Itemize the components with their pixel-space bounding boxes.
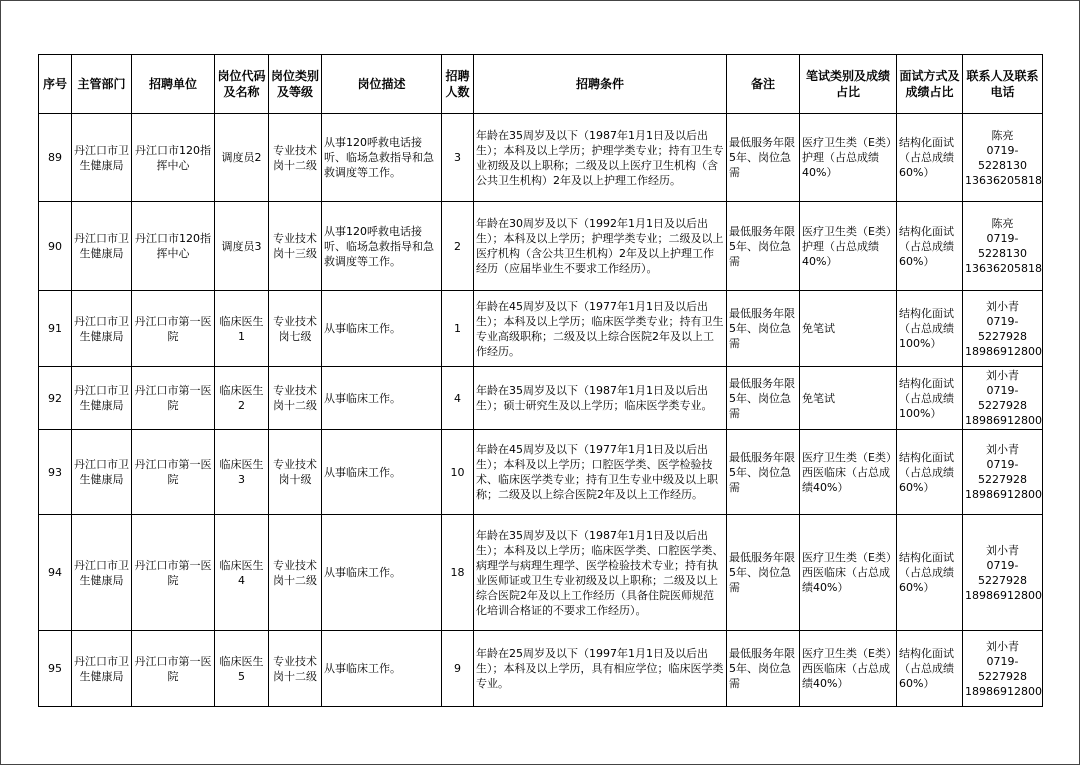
cell-position: 临床医生1 xyxy=(215,291,269,367)
header-cell-contact: 联系人及联系电话 xyxy=(963,55,1043,114)
cell-position: 临床医生4 xyxy=(215,515,269,631)
cell-remark: 最低服务年限5年、岗位急需 xyxy=(727,114,800,202)
contact-name: 刘小青 xyxy=(986,639,1019,653)
cell-unit: 丹江口市第一医院 xyxy=(132,430,215,515)
contact-mobile: 18986912800 xyxy=(965,488,1042,501)
cell-category: 专业技术岗七级 xyxy=(269,291,322,367)
contact-name: 陈亮 xyxy=(991,128,1014,142)
table-row xyxy=(39,114,1043,202)
cell-remark: 最低服务年限5年、岗位急需 xyxy=(727,202,800,291)
cell-position: 临床医生2 xyxy=(215,367,269,430)
header-cell-category: 岗位类别及等级 xyxy=(269,55,322,114)
cell-conditions: 年龄在35周岁及以下（1987年1月1日及以后出生）；本科及以上学历；护理学类专业；持有卫生专业初级及以上职称；二级及以上医疗卫生机构（含公共卫生机构）2年及以上护理工作经历。 xyxy=(474,114,727,202)
contact-phone: 0719-5227928 xyxy=(978,558,1027,587)
contact-mobile: 13636205818 xyxy=(965,173,1042,187)
contact-mobile: 18986912800 xyxy=(965,588,1042,602)
contact-phone: 0719-5227928 xyxy=(978,458,1027,486)
recruitment-table xyxy=(38,54,1043,707)
cell-count: 2 xyxy=(442,202,474,291)
cell-dept: 丹江口市卫生健康局 xyxy=(72,515,132,631)
table-row xyxy=(39,631,1043,707)
cell-written-exam: 医疗卫生类（E类）护理（占总成绩40%） xyxy=(800,202,897,291)
cell-no: 95 xyxy=(39,631,72,707)
cell-contact xyxy=(963,367,1043,430)
contact-phone: 0719-5228130 xyxy=(978,232,1027,260)
cell-interview: 结构化面试（占总成绩60%） xyxy=(897,114,963,202)
contact-name: 刘小青 xyxy=(986,443,1019,456)
cell-category: 专业技术岗十三级 xyxy=(269,202,322,291)
contact-mobile: 13636205818 xyxy=(965,262,1042,275)
header-row xyxy=(39,55,1043,114)
cell-description: 从事临床工作。 xyxy=(322,367,442,430)
cell-dept: 丹江口市卫生健康局 xyxy=(72,367,132,430)
cell-written-exam: 医疗卫生类（E类）西医临床（占总成绩40%） xyxy=(800,430,897,515)
cell-no: 90 xyxy=(39,202,72,291)
cell-remark: 最低服务年限5年、岗位急需 xyxy=(727,515,800,631)
cell-unit: 丹江口市120指挥中心 xyxy=(132,202,215,291)
cell-interview: 结构化面试（占总成绩60%） xyxy=(897,430,963,515)
cell-conditions: 年龄在35周岁及以下（1987年1月1日及以后出生）；本科及以上学历；临床医学类、口腔医学类、病理学与病理生理学、医学检验技术专业；持有执业医师证或卫生专业初级及以上职称；二级及以上综合医院2年及以上工作经历（具备住院医师规范化培训合格证的不要求工作经历）。 xyxy=(474,515,727,631)
contact-phone: 0719-5228130 xyxy=(978,143,1027,172)
cell-category: 专业技术岗十二级 xyxy=(269,114,322,202)
cell-description: 从事120呼救电话接听、临场急救指导和急救调度等工作。 xyxy=(322,114,442,202)
header-cell-position: 岗位代码及名称 xyxy=(215,55,269,114)
cell-unit: 丹江口市第一医院 xyxy=(132,515,215,631)
cell-conditions: 年龄在30周岁及以下（1992年1月1日及以后出生）；本科及以上学历；护理学类专业；二级及以上医疗机构（含公共卫生机构）2年及以上护理工作经历（应届毕业生不要求工作经历）。 xyxy=(474,202,727,291)
cell-count: 9 xyxy=(442,631,474,707)
header-cell-dept: 主管部门 xyxy=(72,55,132,114)
cell-position: 临床医生5 xyxy=(215,631,269,707)
table-header xyxy=(39,55,1043,114)
header-cell-written-exam: 笔试类别及成绩占比 xyxy=(800,55,897,114)
cell-conditions: 年龄在45周岁及以下（1977年1月1日及以后出生）；本科及以上学历；临床医学类专业；持有卫生专业高级职称；二级及以上综合医院2年及以上工作经历。 xyxy=(474,291,727,367)
cell-category: 专业技术岗十二级 xyxy=(269,515,322,631)
cell-written-exam: 医疗卫生类（E类）西医临床（占总成绩40%） xyxy=(800,515,897,631)
cell-no: 92 xyxy=(39,367,72,430)
cell-unit: 丹江口市120指挥中心 xyxy=(132,114,215,202)
cell-no: 94 xyxy=(39,515,72,631)
cell-dept: 丹江口市卫生健康局 xyxy=(72,291,132,367)
contact-name: 刘小青 xyxy=(986,299,1019,313)
contact-name: 刘小青 xyxy=(986,369,1019,382)
cell-contact xyxy=(963,430,1043,515)
cell-remark: 最低服务年限5年、岗位急需 xyxy=(727,291,800,367)
header-cell-interview: 面试方式及成绩占比 xyxy=(897,55,963,114)
cell-contact xyxy=(963,291,1043,367)
cell-position: 调度员2 xyxy=(215,114,269,202)
cell-count: 18 xyxy=(442,515,474,631)
cell-description: 从事临床工作。 xyxy=(322,515,442,631)
cell-no: 93 xyxy=(39,430,72,515)
contact-phone: 0719-5227928 xyxy=(978,384,1027,412)
cell-interview: 结构化面试（占总成绩60%） xyxy=(897,631,963,707)
cell-contact xyxy=(963,202,1043,291)
cell-remark: 最低服务年限5年、岗位急需 xyxy=(727,367,800,430)
cell-position: 调度员3 xyxy=(215,202,269,291)
cell-category: 专业技术岗十二级 xyxy=(269,367,322,430)
cell-remark: 最低服务年限5年、岗位急需 xyxy=(727,631,800,707)
table-row xyxy=(39,515,1043,631)
cell-interview: 结构化面试（占总成绩60%） xyxy=(897,515,963,631)
cell-conditions: 年龄在35周岁及以下（1987年1月1日及以后出生）；硕士研究生及以上学历；临床医学类专业。 xyxy=(474,367,727,430)
header-cell-description: 岗位描述 xyxy=(322,55,442,114)
cell-dept: 丹江口市卫生健康局 xyxy=(72,202,132,291)
cell-category: 专业技术岗十级 xyxy=(269,430,322,515)
table-row xyxy=(39,367,1043,430)
cell-written-exam: 医疗卫生类（E类）护理（占总成绩40%） xyxy=(800,114,897,202)
cell-remark: 最低服务年限5年、岗位急需 xyxy=(727,430,800,515)
cell-written-exam: 医疗卫生类（E类）西医临床（占总成绩40%） xyxy=(800,631,897,707)
contact-phone: 0719-5227928 xyxy=(978,314,1027,343)
table-row xyxy=(39,430,1043,515)
header-cell-count: 招聘人数 xyxy=(442,55,474,114)
header-cell-no: 序号 xyxy=(39,55,72,114)
cell-description: 从事临床工作。 xyxy=(322,430,442,515)
header-cell-conditions: 招聘条件 xyxy=(474,55,727,114)
cell-conditions: 年龄在45周岁及以下（1977年1月1日及以后出生）；本科及以上学历；口腔医学类、医学检验技术、临床医学类专业；持有卫生专业中级及以上职称；二级及以上综合医院2年及以上工作经历。 xyxy=(474,430,727,515)
contact-name: 刘小青 xyxy=(986,543,1019,557)
cell-description: 从事临床工作。 xyxy=(322,631,442,707)
contact-mobile: 18986912800 xyxy=(965,344,1042,358)
header-cell-remark: 备注 xyxy=(727,55,800,114)
cell-count: 1 xyxy=(442,291,474,367)
cell-count: 3 xyxy=(442,114,474,202)
cell-count: 4 xyxy=(442,367,474,430)
cell-contact xyxy=(963,631,1043,707)
cell-contact xyxy=(963,515,1043,631)
contact-mobile: 18986912800 xyxy=(965,414,1042,427)
table-body xyxy=(39,114,1043,707)
cell-written-exam: 免笔试 xyxy=(800,291,897,367)
contact-phone: 0719-5227928 xyxy=(978,654,1027,683)
cell-written-exam: 免笔试 xyxy=(800,367,897,430)
cell-dept: 丹江口市卫生健康局 xyxy=(72,114,132,202)
table-row xyxy=(39,291,1043,367)
contact-mobile: 18986912800 xyxy=(965,684,1042,698)
cell-unit: 丹江口市第一医院 xyxy=(132,631,215,707)
cell-interview: 结构化面试（占总成绩60%） xyxy=(897,202,963,291)
table-row xyxy=(39,202,1043,291)
cell-no: 91 xyxy=(39,291,72,367)
cell-category: 专业技术岗十二级 xyxy=(269,631,322,707)
cell-position: 临床医生3 xyxy=(215,430,269,515)
contact-name: 陈亮 xyxy=(991,217,1014,230)
cell-dept: 丹江口市卫生健康局 xyxy=(72,430,132,515)
cell-interview: 结构化面试（占总成绩100%） xyxy=(897,291,963,367)
cell-interview: 结构化面试（占总成绩100%） xyxy=(897,367,963,430)
cell-contact xyxy=(963,114,1043,202)
cell-dept: 丹江口市卫生健康局 xyxy=(72,631,132,707)
cell-conditions: 年龄在25周岁及以下（1997年1月1日及以后出生）；本科及以上学历，具有相应学位；临床医学类专业。 xyxy=(474,631,727,707)
cell-no: 89 xyxy=(39,114,72,202)
header-cell-unit: 招聘单位 xyxy=(132,55,215,114)
cell-unit: 丹江口市第一医院 xyxy=(132,367,215,430)
cell-description: 从事临床工作。 xyxy=(322,291,442,367)
cell-unit: 丹江口市第一医院 xyxy=(132,291,215,367)
cell-description: 从事120呼救电话接听、临场急救指导和急救调度等工作。 xyxy=(322,202,442,291)
cell-count: 10 xyxy=(442,430,474,515)
